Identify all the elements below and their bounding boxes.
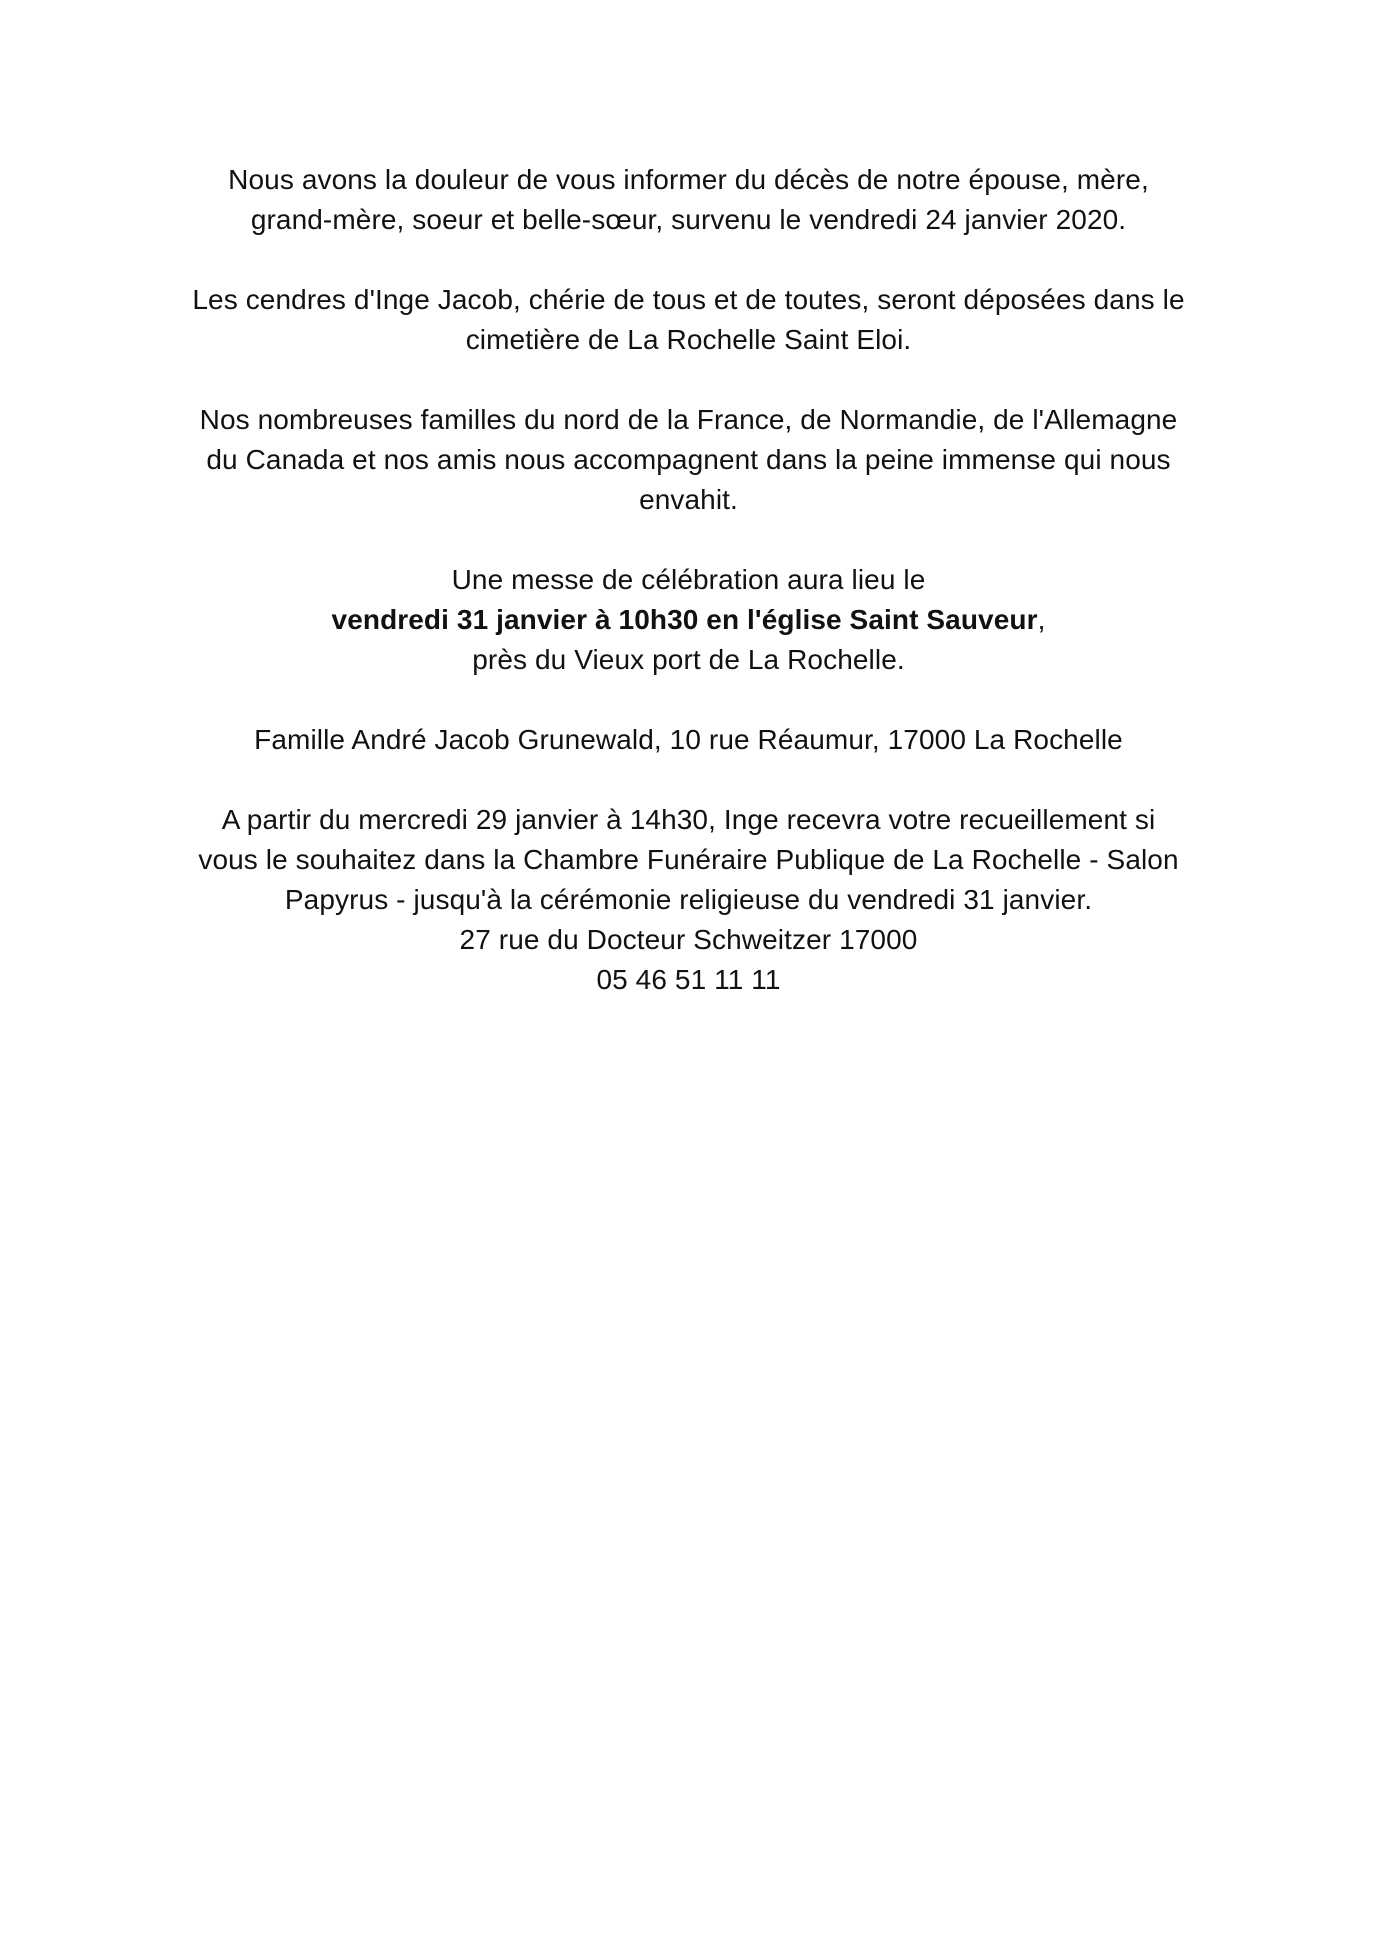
text-line: Une messe de célébration aura lieu le bbox=[451, 564, 926, 595]
funeral-home-phone: 05 46 51 11 11 bbox=[596, 964, 781, 995]
text-line: Nous avons la douleur de vous informer du décès de notre épouse, mère, bbox=[228, 164, 1149, 195]
text-line: du Canada et nos amis nous accompagnent dans la peine immense qui nous bbox=[206, 444, 1171, 475]
mass-date-comma: , bbox=[1037, 604, 1046, 635]
text-line: Nos nombreuses familles du nord de la France, de Normandie, de l'Allemagne bbox=[199, 404, 1178, 435]
mass-date-line bbox=[150, 600, 1227, 640]
text-line: envahit. bbox=[639, 484, 738, 515]
text-line: Papyrus - jusqu'à la cérémonie religieuse du vendredi 31 janvier. bbox=[284, 884, 1093, 915]
paragraph-ashes bbox=[150, 280, 1227, 360]
paragraph-mass bbox=[150, 560, 1227, 680]
paragraph-visitation bbox=[150, 800, 1227, 1000]
text-line: Les cendres d'Inge Jacob, chérie de tous et de toutes, seront déposées dans le bbox=[192, 284, 1185, 315]
paragraph-announcement bbox=[150, 160, 1227, 240]
mass-date-bold: vendredi 31 janvier à 10h30 en l'église Saint Sauveur bbox=[331, 604, 1038, 635]
text-line: Famille André Jacob Grunewald, 10 rue Réaumur, 17000 La Rochelle bbox=[254, 724, 1123, 755]
paragraph-families bbox=[150, 400, 1227, 520]
text-line: cimetière de La Rochelle Saint Eloi. bbox=[465, 324, 912, 355]
paragraph-family-address bbox=[150, 720, 1227, 760]
text-line: A partir du mercredi 29 janvier à 14h30, Inge recevra votre recueillement si bbox=[221, 804, 1156, 835]
notice-body bbox=[150, 160, 1227, 1000]
funeral-home-address: 27 rue du Docteur Schweitzer 17000 bbox=[459, 924, 918, 955]
text-line: vous le souhaitez dans la Chambre Funéraire Publique de La Rochelle - Salon bbox=[198, 844, 1179, 875]
text-line: près du Vieux port de La Rochelle. bbox=[472, 644, 905, 675]
text-line: grand-mère, soeur et belle-sœur, survenu le vendredi 24 janvier 2020. bbox=[250, 204, 1127, 235]
